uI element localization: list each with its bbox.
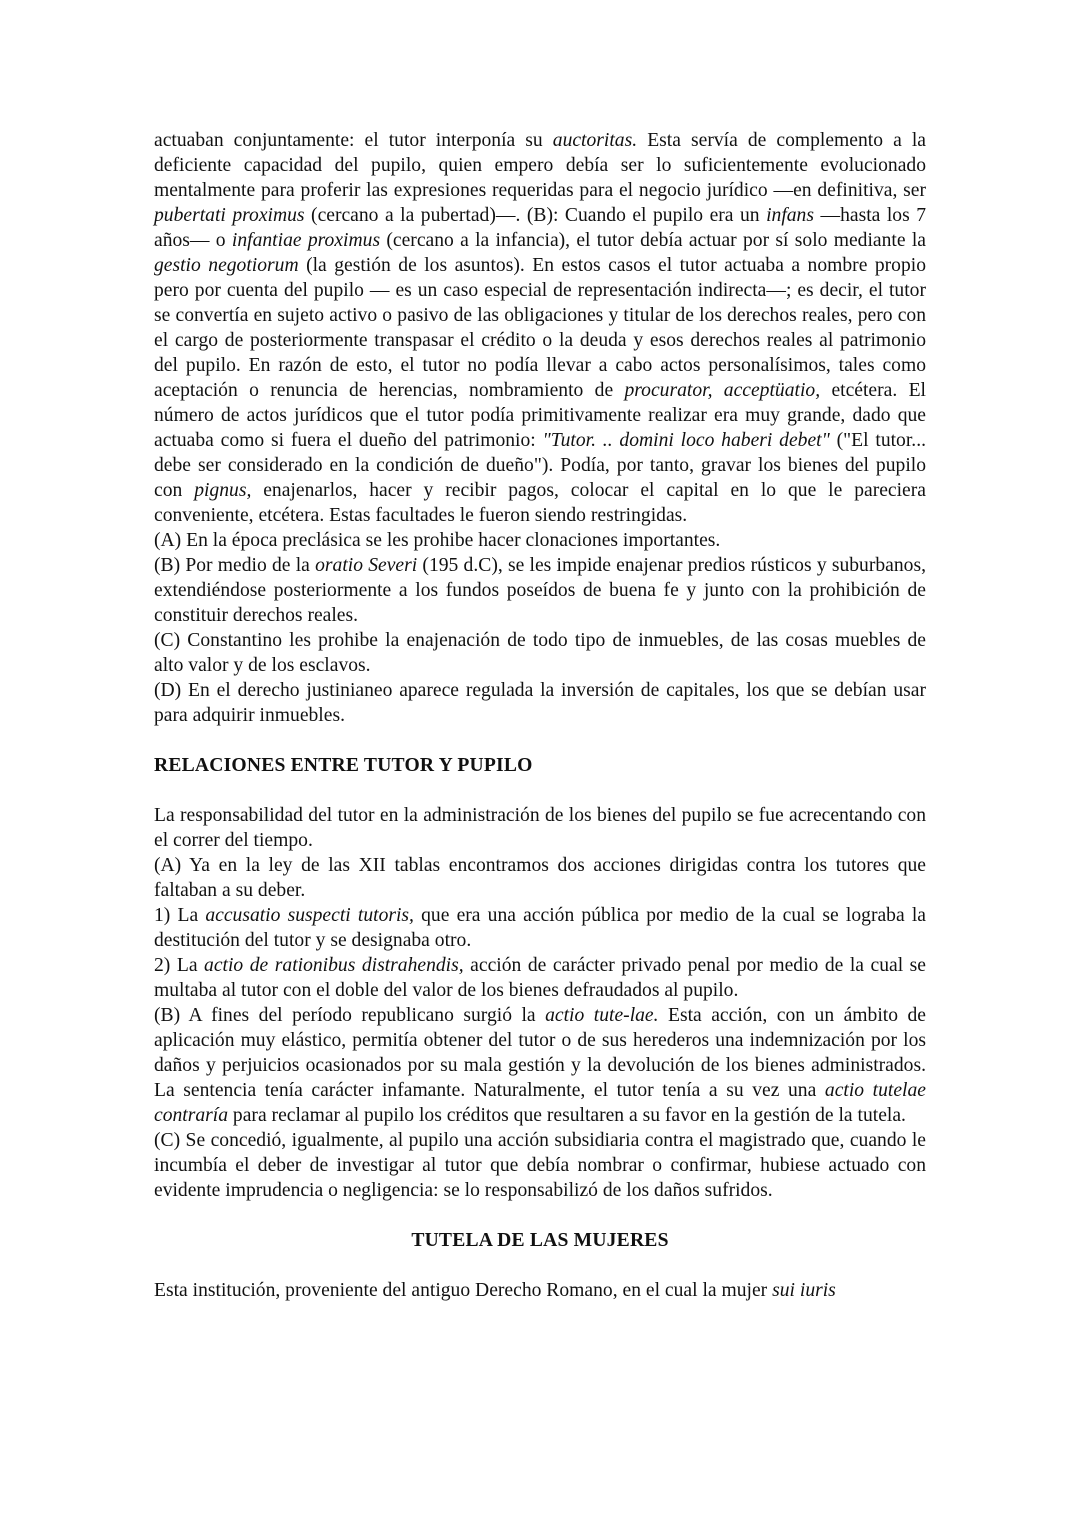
section-heading: TUTELA DE LAS MUJERES bbox=[411, 1230, 669, 1251]
paragraph-women-tutelage: Esta institución, proveniente del antiguo Derecho Romano, en el cual la mujer sui iuris bbox=[154, 1280, 836, 1301]
list-item-A: (A) Ya en la ley de las XII tablas encontramos dos acciones dirigidas contra los tutores que faltaban a su deber. bbox=[154, 855, 926, 901]
section-heading: RELACIONES ENTRE TUTOR Y PUPILO bbox=[154, 755, 533, 776]
text-run: ("El tutor... debe ser considerado en la condición de dueño"). Podía, por tanto, gravar los bienes del pupilo con bbox=[154, 430, 926, 501]
text-run: (la gestión de los asuntos). En estos casos el tutor actuaba a nombre propio pero por cuenta del pupilo — es un caso especial de representación indirecta—; es decir, el tutor se convertía en sujeto activo o pasivo de las obligaciones y titular de los derechos reales, pero con el cargo de posteriormente transpasar el crédito o la deuda y esos derechos reales al patrimonio del pupilo. En razón de esto, el tutor no podía llevar a cabo actos personalísimos, tales como aceptación o renuncia de herencias, nombramiento de bbox=[154, 255, 927, 401]
latin-term: actio de rationibus distrahendis, bbox=[204, 955, 464, 976]
latin-term: procurator, acceptüatio, bbox=[624, 380, 821, 401]
latin-term: gestio negotiorum bbox=[154, 255, 299, 276]
latin-term: sui iuris bbox=[772, 1280, 836, 1301]
list-item-1: 1) La accusatio suspecti tutoris, que era una acción pública por medio de la cual se lograba la destitución del tutor y se designaba otro. bbox=[154, 905, 926, 951]
list-item-B: (B) Por medio de la oratio Severi (195 d.C), se les impide enajenar predios rústicos y suburbanos, extendiéndose posteriormente a los fundos poseídos de buena fe y junto con la prohibición de constituir derechos reales. bbox=[154, 555, 926, 626]
list-item-B: (B) A fines del período republicano surgió la actio tute-lae. Esta acción, con un ámbito de aplicación muy elástico, permitía obtener del tutor o de sus herederos una indemnización por los daños y perjuicios ocasionados por su mala gestión y la devolución de los bienes administrados. La sentencia tenía carácter infamante. Naturalmente, el tutor tenía a su vez una actio tutelae contraría para reclamar al pupilo los créditos que resultaren a su favor en la gestión de la tutela. bbox=[154, 1005, 926, 1126]
text-run: (cercano a la infancia), el tutor debía actuar por sí solo mediante la bbox=[380, 230, 926, 251]
latin-term: actio tutelae contraría bbox=[154, 1080, 926, 1126]
latin-term: auctoritas. bbox=[552, 130, 638, 151]
text-run: etcétera. El número de actos jurídicos que el tutor podía primitivamente realizar era muy grande, dado que actuaba como si fuera el dueño del patrimonio: bbox=[154, 380, 926, 451]
list-item-C: (C) Constantino les prohibe la enajenación de todo tipo de inmuebles, de las cosas muebles de alto valor y de los esclavos. bbox=[154, 630, 926, 676]
list-item-2: 2) La actio de rationibus distrahendis, acción de carácter privado penal por medio de la cual se multaba al tutor con el doble del valor de los bienes defraudados al pupilo. bbox=[154, 955, 926, 1001]
latin-term: accusatio suspecti tutoris, bbox=[205, 905, 414, 926]
latin-quote: "Tutor. .. domini loco haberi debet" bbox=[542, 430, 830, 451]
text-run: enajenarlos, hacer y recibir pagos, colocar el capital en lo que le pareciera conveniente, etcétera. Estas facultades le fueron siendo restringidas. bbox=[154, 480, 926, 526]
latin-term: oratio Severi bbox=[315, 555, 418, 576]
list-item-D: (D) En el derecho justinianeo aparece regulada la inversión de capitales, los que se debían usar para adquirir inmuebles. bbox=[154, 680, 926, 726]
list-item-C: (C) Se concedió, igualmente, al pupilo una acción subsidiaria contra el magistrado que, cuando le incumbía el deber de investigar al tutor que debía nombrar o confirmar, hubiese actuado con evidente imprudencia o negligencia: se lo responsabilizó de los daños sufridos. bbox=[154, 1130, 926, 1201]
latin-term: infans bbox=[766, 205, 814, 226]
text-run: Esta servía de complemento a la deficiente capacidad del pupilo, quien empero debía ser lo suficientemente evolucionado mentalmente para proferir las expresiones requeridas para el negocio jurídico —en definitiva, ser bbox=[154, 130, 926, 201]
latin-term: actio tute-lae. bbox=[545, 1005, 659, 1026]
latin-term: pubertati proximus bbox=[154, 205, 305, 226]
paragraph-responsibility: La responsabilidad del tutor en la administración de los bienes del pupilo se fue acrecentando con el correr del tiempo. bbox=[154, 805, 926, 851]
latin-term: pignus, bbox=[194, 480, 252, 501]
text-run: actuaban conjuntamente: el tutor interponía su bbox=[154, 130, 553, 151]
paragraph-tutor-acts bbox=[154, 128, 926, 528]
text-run: —hasta los 7 años— o bbox=[154, 205, 926, 251]
latin-term: infantiae proximus bbox=[231, 230, 381, 251]
text-run: (cercano a la pubertad)—. (B): Cuando el pupilo era un bbox=[304, 205, 767, 226]
list-item-A: (A) En la época preclásica se les prohibe hacer clonaciones importantes. bbox=[154, 530, 721, 551]
